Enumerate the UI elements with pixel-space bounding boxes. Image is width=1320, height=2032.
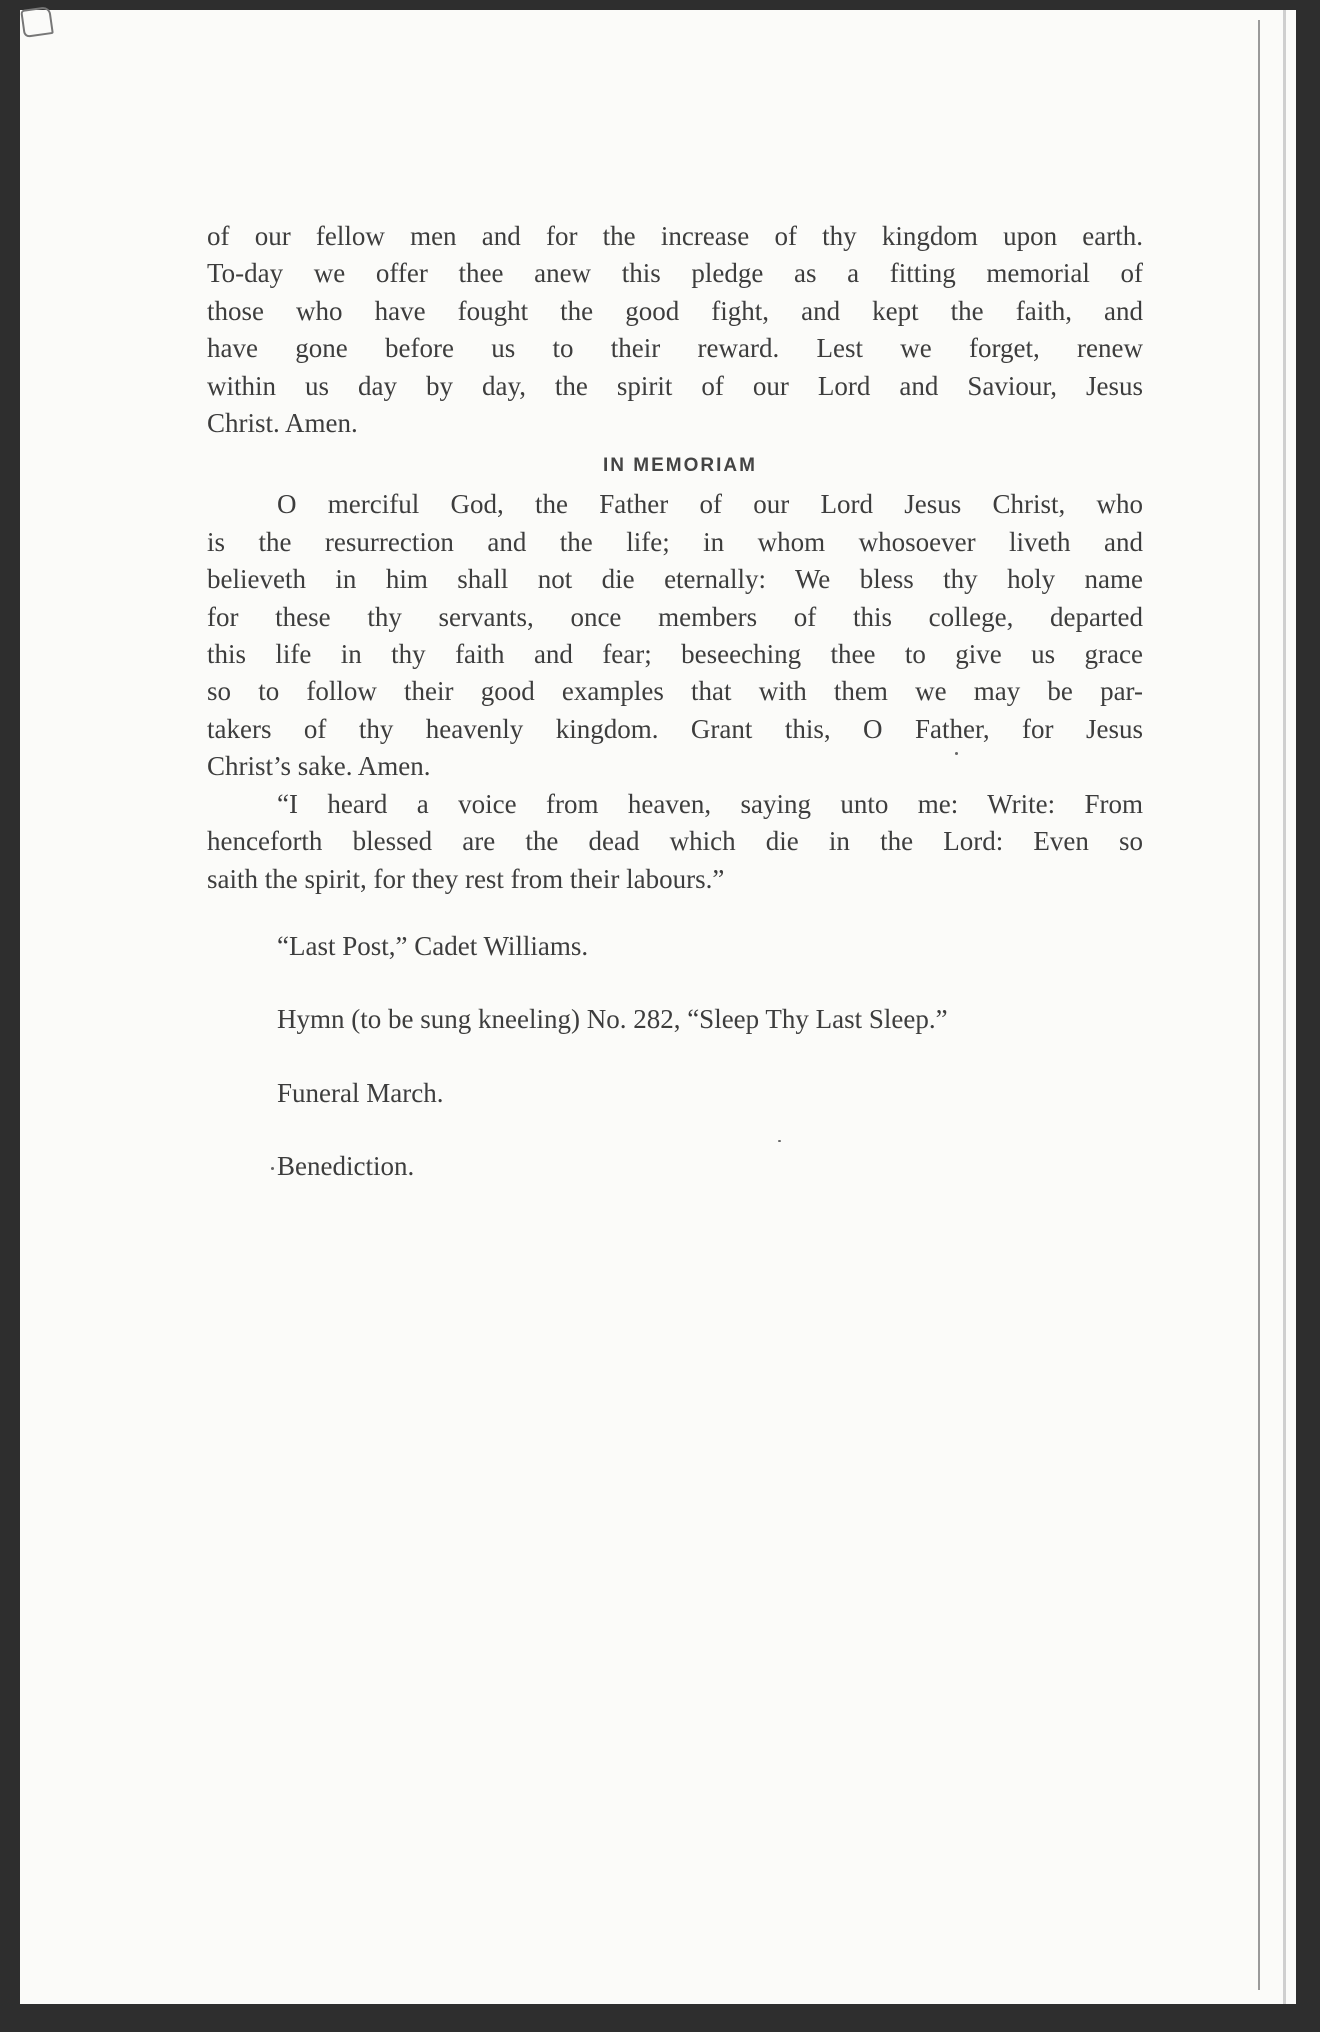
text-line: O merciful God, the Father of our Lord Jesus Christ, who (277, 489, 1143, 520)
prayer-continuation (207, 218, 1143, 442)
text-line: Christ’s sake. Amen. (207, 751, 431, 782)
text-line: so to follow their good examples that with them we may be par- (207, 676, 1143, 707)
text-line: this life in thy faith and fear; beseeching thee to give us grace (207, 639, 1143, 670)
page-edge-shadow (1258, 20, 1260, 1990)
order-of-service (207, 928, 1143, 1186)
scripture-quote (207, 786, 1143, 898)
corner-mark-icon (20, 6, 54, 38)
section-heading: IN MEMORIAM (603, 455, 757, 477)
service-item: Hymn (to be sung kneeling) No. 282, “Sleep Thy Last Sleep.” (277, 1004, 948, 1035)
service-item: “Last Post,” Cadet Williams. (277, 930, 589, 961)
page-text (207, 218, 1143, 1186)
text-line: of our fellow men and for the increase of thy kingdom upon earth. (207, 221, 1143, 251)
text-line: for these thy servants, once members of this college, departed (207, 601, 1143, 632)
text-line: within us day by day, the spirit of our Lord and Saviour, Jesus (207, 370, 1143, 401)
text-line: have gone before us to their reward. Lest we forget, renew (207, 333, 1143, 364)
memoriam-prayer (207, 486, 1143, 785)
text-line: believeth in him shall not die eternally: We bless thy holy name (207, 564, 1143, 595)
text-line: To-day we offer thee anew this pledge as a fitting memorial of (207, 258, 1143, 289)
text-line: henceforth blessed are the dead which die in the Lord: Even so (207, 826, 1143, 857)
page-edge-highlight (1283, 10, 1286, 2004)
text-line: saith the spirit, for they rest from their labours.” (207, 863, 725, 894)
service-item: Benediction. (277, 1151, 415, 1182)
text-line: those who have fought the good fight, and kept the faith, and (207, 295, 1143, 326)
text-line: “I heard a voice from heaven, saying unto me: Write: From (277, 788, 1143, 819)
text-line: Christ. Amen. (207, 408, 358, 439)
text-line: is the resurrection and the life; in whom whosoever liveth and (207, 526, 1143, 557)
text-line: takers of thy heavenly kingdom. Grant this, O Father, for Jesus (207, 713, 1143, 744)
service-item: Funeral March. (277, 1077, 444, 1108)
